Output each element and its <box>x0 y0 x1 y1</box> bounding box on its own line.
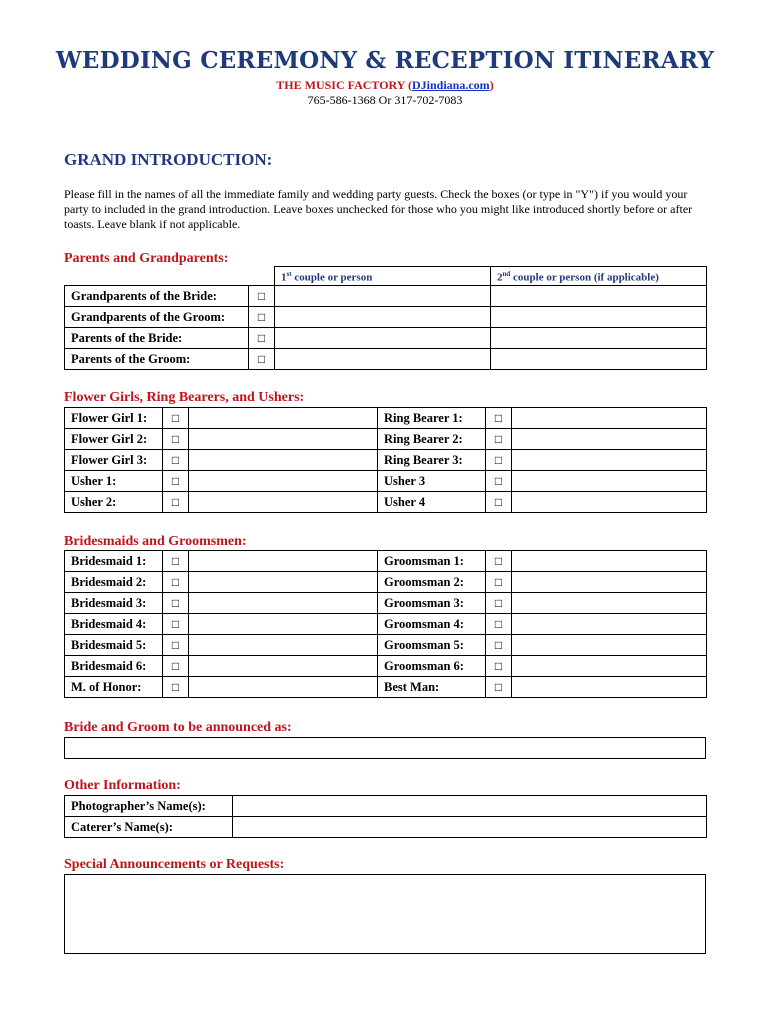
bridesmaid-label: Bridesmaid 1: <box>65 551 163 572</box>
checkbox[interactable]: □ <box>163 656 189 677</box>
parents-header-blank <box>65 267 249 286</box>
parents-col1-header: 1st couple or person <box>275 267 491 286</box>
name-field[interactable] <box>512 635 707 656</box>
checkbox[interactable]: □ <box>486 677 512 698</box>
checkbox[interactable]: □ <box>486 614 512 635</box>
checkbox[interactable]: □ <box>163 635 189 656</box>
checkbox[interactable]: □ <box>163 551 189 572</box>
flower-right-label: Usher 4 <box>378 492 486 513</box>
checkbox[interactable]: □ <box>249 349 275 370</box>
flower-left-label: Usher 1: <box>65 471 163 492</box>
checkbox[interactable]: □ <box>486 450 512 471</box>
parents-heading: Parents and Grandparents: <box>64 251 229 266</box>
page-title: WEDDING CEREMONY & RECEPTION ITINERARY <box>55 47 715 74</box>
best-man-label: Best Man: <box>378 677 486 698</box>
checkbox[interactable]: □ <box>249 286 275 307</box>
checkbox[interactable]: □ <box>486 656 512 677</box>
checkbox[interactable]: □ <box>163 471 189 492</box>
grand-introduction-heading: GRAND INTRODUCTION: <box>64 150 273 169</box>
name-field[interactable] <box>512 471 707 492</box>
bridesmaid-label: Bridesmaid 3: <box>65 593 163 614</box>
checkbox[interactable]: □ <box>486 593 512 614</box>
website-link[interactable]: DJindiana.com <box>412 78 490 92</box>
groomsman-label: Groomsman 4: <box>378 614 486 635</box>
checkbox[interactable]: □ <box>163 492 189 513</box>
maid-of-honor-label: M. of Honor: <box>65 677 163 698</box>
special-heading: Special Announcements or Requests: <box>64 857 285 872</box>
name-field[interactable] <box>275 349 491 370</box>
photographer-label: Photographer’s Name(s): <box>65 796 233 817</box>
bridesmaids-heading: Bridesmaids and Groomsmen: <box>64 534 247 549</box>
company-line <box>0 78 770 93</box>
parents-row-label: Grandparents of the Groom: <box>65 307 249 328</box>
name-field[interactable] <box>491 286 707 307</box>
parents-row-label: Parents of the Bride: <box>65 328 249 349</box>
parents-table <box>64 266 707 370</box>
company-name: THE MUSIC FACTORY <box>276 78 405 92</box>
name-field[interactable] <box>512 677 707 698</box>
name-field[interactable] <box>512 572 707 593</box>
photographer-field[interactable] <box>233 796 707 817</box>
parents-col2-header: 2nd couple or person (if applicable) <box>491 267 707 286</box>
groomsman-label: Groomsman 6: <box>378 656 486 677</box>
checkbox[interactable]: □ <box>486 429 512 450</box>
instructions-text: Please fill in the names of all the immediate family and wedding party guests. Check the boxes (or type in "Y") if you would your party to included in the grand introduction. Leave boxes unchecked for those who you might like introduced shortly before or after toasts. Leave blank if not applicable. <box>64 187 693 231</box>
name-field[interactable] <box>189 572 378 593</box>
parents-row-label: Parents of the Groom: <box>65 349 249 370</box>
name-field[interactable] <box>491 349 707 370</box>
checkbox[interactable]: □ <box>163 593 189 614</box>
name-field[interactable] <box>189 492 378 513</box>
name-field[interactable] <box>512 492 707 513</box>
name-field[interactable] <box>189 471 378 492</box>
bridesmaid-label: Bridesmaid 5: <box>65 635 163 656</box>
name-field[interactable] <box>512 429 707 450</box>
name-field[interactable] <box>189 429 378 450</box>
flower-right-label: Ring Bearer 2: <box>378 429 486 450</box>
name-field[interactable] <box>189 551 378 572</box>
name-field[interactable] <box>189 450 378 471</box>
name-field[interactable] <box>189 408 378 429</box>
checkbox[interactable]: □ <box>249 328 275 349</box>
name-field[interactable] <box>189 677 378 698</box>
checkbox[interactable]: □ <box>163 408 189 429</box>
checkbox[interactable]: □ <box>486 408 512 429</box>
bridesmaid-label: Bridesmaid 6: <box>65 656 163 677</box>
announce-heading: Bride and Groom to be announced as: <box>64 720 292 735</box>
name-field[interactable] <box>512 614 707 635</box>
bridesmaid-label: Bridesmaid 4: <box>65 614 163 635</box>
checkbox[interactable]: □ <box>163 614 189 635</box>
flower-left-label: Flower Girl 1: <box>65 408 163 429</box>
name-field[interactable] <box>491 328 707 349</box>
checkbox[interactable]: □ <box>163 429 189 450</box>
checkbox[interactable]: □ <box>486 492 512 513</box>
checkbox[interactable]: □ <box>249 307 275 328</box>
flower-left-label: Usher 2: <box>65 492 163 513</box>
checkbox[interactable]: □ <box>486 635 512 656</box>
parents-row-label: Grandparents of the Bride: <box>65 286 249 307</box>
other-info-table <box>64 795 707 838</box>
bridesmaid-label: Bridesmaid 2: <box>65 572 163 593</box>
checkbox[interactable]: □ <box>486 471 512 492</box>
name-field[interactable] <box>512 593 707 614</box>
name-field[interactable] <box>189 593 378 614</box>
name-field[interactable] <box>275 328 491 349</box>
caterer-field[interactable] <box>233 817 707 838</box>
special-requests-field[interactable] <box>64 874 706 954</box>
flower-right-label: Ring Bearer 1: <box>378 408 486 429</box>
name-field[interactable] <box>512 450 707 471</box>
flower-heading: Flower Girls, Ring Bearers, and Ushers: <box>64 390 305 405</box>
name-field[interactable] <box>275 307 491 328</box>
checkbox[interactable]: □ <box>163 450 189 471</box>
flower-right-label: Ring Bearer 3: <box>378 450 486 471</box>
name-field[interactable] <box>189 614 378 635</box>
checkbox[interactable]: □ <box>163 677 189 698</box>
groomsman-label: Groomsman 5: <box>378 635 486 656</box>
name-field[interactable] <box>491 307 707 328</box>
checkbox[interactable]: □ <box>486 551 512 572</box>
name-field[interactable] <box>189 635 378 656</box>
groomsman-label: Groomsman 2: <box>378 572 486 593</box>
groomsman-label: Groomsman 1: <box>378 551 486 572</box>
phone-numbers: 765-586-1368 Or 317-702-7083 <box>307 93 463 107</box>
flower-right-label: Usher 3 <box>378 471 486 492</box>
announce-field[interactable] <box>64 737 706 759</box>
name-field[interactable] <box>512 551 707 572</box>
bridesmaids-table <box>64 550 707 698</box>
parents-header-blank-cb <box>249 267 275 286</box>
flower-table <box>64 407 707 513</box>
checkbox[interactable]: □ <box>163 572 189 593</box>
flower-left-label: Flower Girl 2: <box>65 429 163 450</box>
name-field[interactable] <box>512 656 707 677</box>
caterer-label: Caterer’s Name(s): <box>65 817 233 838</box>
checkbox[interactable]: □ <box>486 572 512 593</box>
name-field[interactable] <box>512 408 707 429</box>
name-field[interactable] <box>189 656 378 677</box>
flower-left-label: Flower Girl 3: <box>65 450 163 471</box>
groomsman-label: Groomsman 3: <box>378 593 486 614</box>
website-open: ( <box>408 78 412 92</box>
name-field[interactable] <box>275 286 491 307</box>
other-info-heading: Other Information: <box>64 778 181 793</box>
website-close: ) <box>489 78 494 92</box>
